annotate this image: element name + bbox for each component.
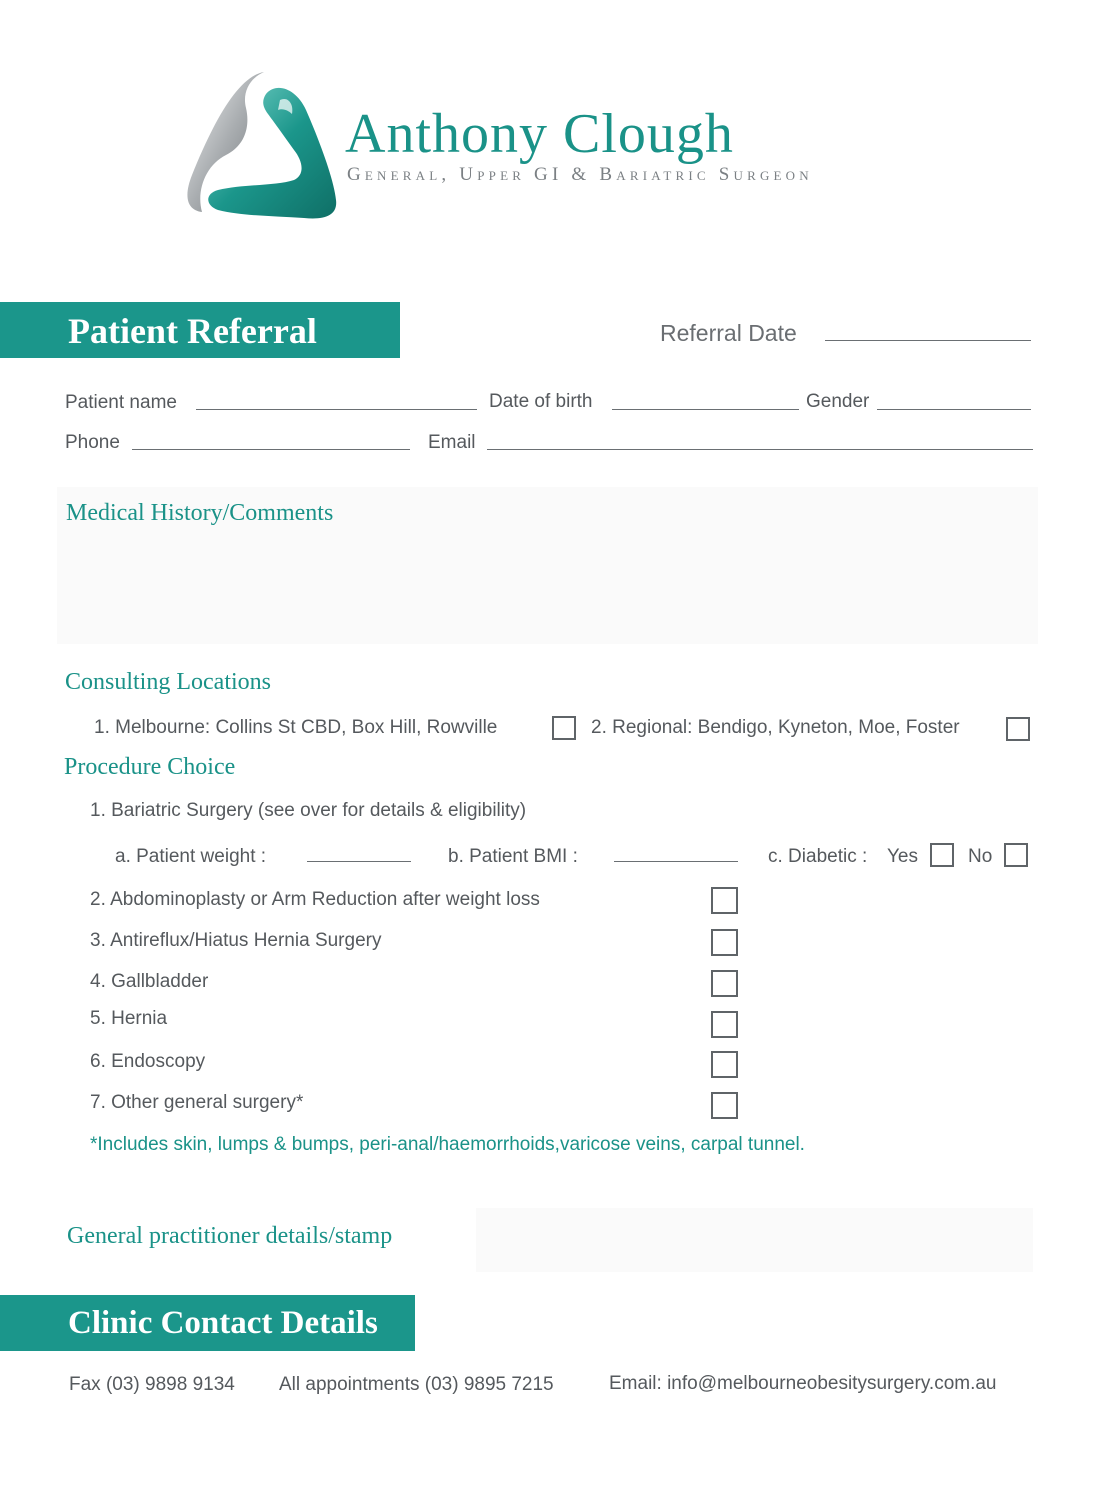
procedure-endoscopy-label: 6. Endoscopy	[90, 1051, 206, 1072]
patient-weight-field[interactable]	[307, 861, 411, 862]
procedure-hernia-checkbox[interactable]	[711, 1011, 738, 1038]
phone-label: Phone	[65, 432, 120, 453]
consulting-locations-heading: Consulting Locations	[65, 669, 271, 695]
procedure-hernia-label: 5. Hernia	[90, 1008, 168, 1029]
referral-date-label: Referral Date	[660, 320, 797, 346]
procedure-abdominoplasty-label: 2. Abdominoplasty or Arm Reduction after weight loss	[90, 889, 540, 910]
procedure-bariatric-label: 1. Bariatric Surgery (see over for details & eligibility)	[90, 800, 527, 821]
procedure-footnote: *Includes skin, lumps & bumps, peri-anal/haemorrhoids,varicose veins, carpal tunnel.	[90, 1134, 805, 1155]
patient-bmi-label: b. Patient BMI :	[448, 846, 578, 867]
dob-label: Date of birth	[489, 391, 593, 412]
gp-details-heading: General practitioner details/stamp	[67, 1223, 393, 1249]
contact-appointments: All appointments (03) 9895 7215	[279, 1374, 554, 1395]
diabetic-no-checkbox[interactable]	[1004, 843, 1028, 867]
page-title: Patient Referral	[68, 311, 317, 351]
procedure-antireflux-label: 3. Antireflux/Hiatus Hernia Surgery	[90, 930, 382, 951]
gender-label: Gender	[806, 391, 870, 412]
dob-field[interactable]	[612, 409, 799, 410]
patient-referral-banner	[0, 302, 400, 358]
clinic-contact-title: Clinic Contact Details	[68, 1305, 378, 1341]
procedure-gallbladder-label: 4. Gallbladder	[90, 971, 209, 992]
location-regional-checkbox[interactable]	[1006, 717, 1030, 741]
gp-stamp-panel[interactable]	[476, 1208, 1033, 1272]
gender-field[interactable]	[877, 409, 1031, 410]
contact-email[interactable]: Email: info@melbourneobesitysurgery.com.au	[609, 1373, 997, 1394]
procedure-gallbladder-checkbox[interactable]	[711, 970, 738, 997]
patient-weight-label: a. Patient weight :	[115, 846, 267, 867]
phone-field[interactable]	[132, 449, 410, 450]
brand-tagline: General, Upper GI & Bariatric Surgeon	[347, 164, 813, 185]
medical-history-heading: Medical History/Comments	[66, 500, 334, 526]
procedure-antireflux-checkbox[interactable]	[711, 929, 738, 956]
email-field[interactable]	[487, 449, 1033, 450]
diabetic-label: c. Diabetic :	[768, 846, 868, 867]
location-melbourne-label: 1. Melbourne: Collins St CBD, Box Hill, Rowville	[94, 717, 498, 738]
procedure-other-checkbox[interactable]	[711, 1092, 738, 1119]
diabetic-no-label: No	[968, 846, 993, 867]
referral-date-field[interactable]	[825, 340, 1031, 341]
patient-name-label: Patient name	[65, 392, 177, 413]
procedure-endoscopy-checkbox[interactable]	[711, 1051, 738, 1078]
diabetic-yes-checkbox[interactable]	[930, 843, 954, 867]
email-label: Email	[428, 432, 476, 453]
patient-name-field[interactable]	[196, 409, 477, 410]
swirl-logo-icon	[184, 70, 344, 220]
brand-name: Anthony Clough	[345, 103, 734, 165]
procedure-choice-heading: Procedure Choice	[64, 754, 236, 780]
location-regional-label: 2. Regional: Bendigo, Kyneton, Moe, Foster	[591, 717, 960, 738]
diabetic-yes-label: Yes	[887, 846, 918, 867]
contact-fax: Fax (03) 9898 9134	[69, 1374, 235, 1395]
location-melbourne-checkbox[interactable]	[552, 716, 576, 740]
procedure-abdominoplasty-checkbox[interactable]	[711, 887, 738, 914]
clinic-contact-banner	[0, 1295, 415, 1351]
procedure-other-label: 7. Other general surgery*	[90, 1092, 304, 1113]
patient-bmi-field[interactable]	[614, 861, 738, 862]
